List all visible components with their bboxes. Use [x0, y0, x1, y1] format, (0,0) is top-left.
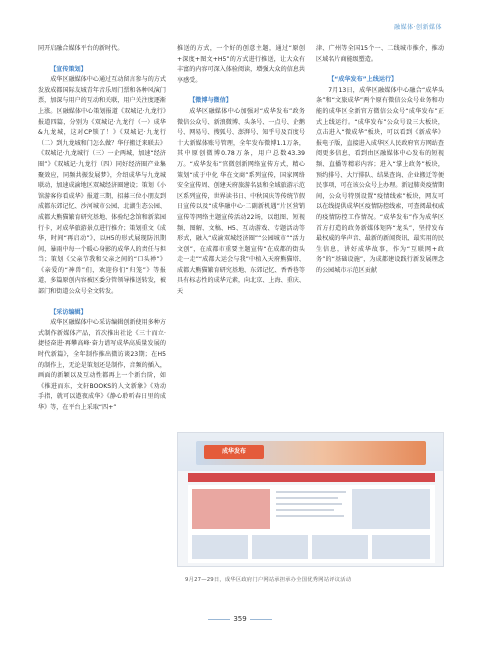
figure-text-line — [276, 497, 338, 499]
paragraph: 成华区融媒体中心通过互动留言参与的方式发放成都国际友城青年音乐周门票和各种风演门票，加深与用户的互动和关联，用户关注度逐渐上涨。区融媒体中心策划报道《双城记·九龙行》报道四篇，分别为《双城记·九龙行（一）成华&九龙城，这对CP锁了！》《双城记·九龙行（二）到九龙城和门怎么做？华仔搬迁来联去》《双城记·九龙城行（三）一企两城，加速“经济圈”》《双城记·九龙行（四）同好经济圈产业集聚效应，同频共振发展梦》，介绍成华与九龙城联动，加速成渝地区双城经济圈建设；策划《小馆游客你看成华》报道三期，招募三位小朋友到成都东郊记忆、沙河城市公园、北湖生态公园、成都大熊猫繁育研究基地、体验纪念馆和新菜园行卡，对成华旅游景点进行推介；策划重文《成华，时间“再启动”》，以H5的形式展现防汛期间，暴雨中每一个暖心身影的成华人的责任与担当；策划《父亲节我和父亲之间的“口头禅”》《亲爱的“神兽”们，欢迎你们“归笼”》等报道，多篇原创内容被区委分管领导推送转发，被部门和街道公众号全文转发。 — [38, 76, 166, 296]
figure-text-line — [276, 509, 334, 511]
section-title-weibo-wechat: 【微博与微信】 — [189, 97, 232, 105]
figure-text-line — [276, 491, 346, 493]
section-title-interview-editing: 【采访编辑】 — [50, 308, 87, 316]
figure-logo: 成华发布 — [204, 445, 264, 459]
page-number: 359 — [233, 615, 247, 623]
page-number-rule-right — [250, 619, 272, 620]
figure-text-line — [276, 515, 344, 517]
section-title-publicity-planning: 【宣传策划】 — [50, 65, 87, 73]
paragraph: 成华区融媒体中心加强对“成华发布”政务微信公众号、新浪微博、头条号、一点号、企鹅号、网易号、搜狐号、澎湃号、知乎号及百度号十大新媒体账号管理，全年发布微博1.1万条，其中原创微博0.78万条，用户总数43.39万。“成华发布”官微创新网络宣传方式，精心策划“成于中化 华在文商”系列宣传，国家网络安全宣传周、创建天府旅游名县和全域旅游示范区系列宣传，世界读书日、中秋国庆等传统节假日宣传以及“成华融中心·二副新机遇”片区营销宣传等网络主题宣传活动22场，以组图、短视频、图解、文稿、H5、互动游戏、专题活动等形式，融入“成渝双城经济圈”“公园城市”“活力文创”，在成都市重要主题宣传“在成都的街头走一走”“成都大运会与我”中植入天府熊猫塔、成都大熊猫繁育研究基地、东郊记忆、香香巷等具有标志性的成华元素，向北京、上海、重庆、天 — [177, 107, 305, 296]
figure-caption: 9月27—29日，成华区政府门户网站承担承办全国优秀网站评议活动 — [185, 577, 352, 583]
figure-nav-bar — [188, 473, 435, 482]
paragraph: 同开启融合媒体平台的新时代。 — [38, 45, 124, 52]
figure-side-block — [352, 489, 430, 529]
figure-thumb-block — [372, 535, 430, 559]
column-3 — [316, 44, 444, 276]
website-screenshot-figure — [177, 432, 444, 567]
paragraph: 7月13日，成华区融媒体中心融合“成华头条”和“文旅成华”两个原有微信公众号业务和功能的成华区全新官方微信公众号“成华发布”正式上线运行。“成华发布”公众号设三大板块，点击进入“微成华”板块，可以看到《新成华》报电子版，直接进入成华区人民政府官方网站查阅更多信息，看到由区融媒体中心发布的短视频、直播等精彩内容；进入“掌上政务”板块，预约排号、大厅排队、结果查询、企业搬迁等便民事项，可在该公众号上办理。新冠肺炎疫情期间，公众号特别设置“疫情线索”板块，网友可以在线提供成华区疫情防控线索，可查阅最权威的疫情防控工作情况。“成华发布”作为成华区首方打造的政务新媒体矩阵“龙头”，坚持发布最权威的华声音、最新的新闻资讯、最实用的民生信息，讲好成华故事，作为“互联网+政务”的“基础设施”，为成都建设践行新发展理念的公园城市示范区贡献 — [316, 86, 444, 274]
column-1 — [38, 44, 166, 414]
figure-image-block — [192, 489, 270, 529]
figure-text-line — [276, 503, 342, 505]
figure-content-area — [188, 485, 435, 563]
figure-thumb-block — [312, 535, 368, 559]
running-head: 融媒体·创新媒体 — [394, 24, 442, 31]
paragraph: 成华区融媒体中心采访编辑创新使用多种方式制作新媒体产品，首次推出社论《三十而立·捷径奋进·再攀高峰·奋力谱写成华高质量发展的时代新篇》，全年制作推出微访谈23期；在H5的制作上，无论是策划还是制作，音频的插入，画面的新颖以及互动性都再上一个新台阶，如《推进而东，文轩BOOKS的人文新象》《劝动手指，就可以遨夜成华》《静心聆听春日里的成华》等，在平台上采取“四+” — [38, 319, 166, 411]
paragraph: 推送的方式，一个好的创意主题，通过“原创+深度+图文+H5”的方式进行推送，让大众有丰富的内容可深入体验阅读，增强大众的信息共享感受。 — [177, 45, 305, 84]
figure-thumb-block — [252, 535, 308, 559]
paragraph: 津、广州等全国15个一、二线城市推介，推动区域名片商能级塑造。 — [316, 45, 444, 63]
column-2 — [177, 44, 305, 298]
figure-thumb-block — [192, 535, 248, 559]
section-title-chenghua-release-launch: 【“成华发布”上线运行】 — [328, 76, 398, 84]
